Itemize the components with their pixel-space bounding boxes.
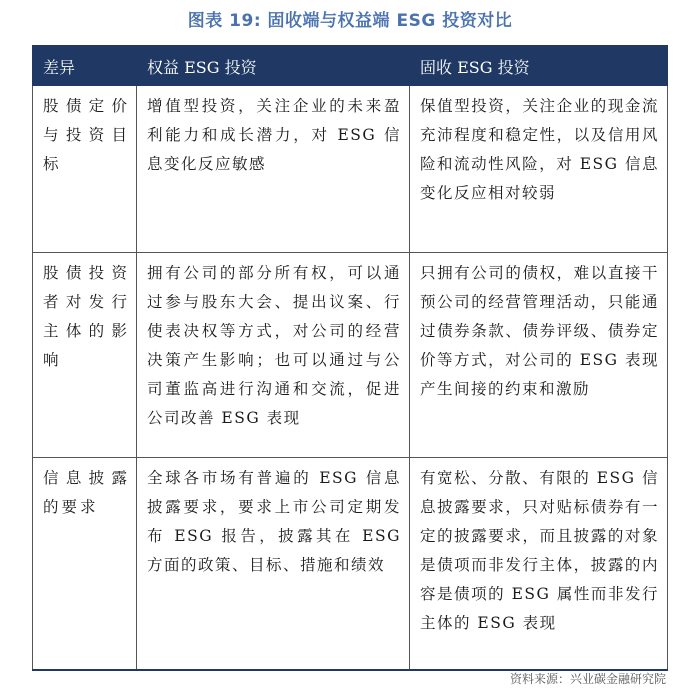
cell-equity-influence: 拥有公司的部分所有权，可以通过参与股东大会、提出议案、行使表决权等方式，对公司的经营决策产生影响；也可以通过与公司董监高进行沟通和交流，促进公司改善 ESG 表现: [137, 253, 410, 458]
cell-equity-pricing: 增值型投资，关注企业的未来盈利能力和成长潜力，对 ESG 信息变化反应敏感: [137, 86, 410, 253]
source-note: 资料来源：兴业碳金融研究院: [509, 672, 666, 686]
row-label-investor-influence: 股债投资者对发行主体的影响: [33, 253, 137, 458]
table-row: [33, 86, 668, 253]
row-label-pricing-objective: 股债定价与投资目标: [33, 86, 137, 253]
cell-fixed-income-pricing: 保值型投资，关注企业的现金流充沛程度和稳定性，以及信用风险和流动性风险，对 ESG 信息变化反应相对较弱: [410, 86, 668, 253]
comparison-table: [32, 45, 668, 671]
cell-fixed-income-influence: 只拥有公司的债权，难以直接干预公司的经营管理活动，只能通过债券条款、债券评级、债券定价等方式，对公司的 ESG 表现产生间接的约束和激励: [410, 253, 668, 458]
header-fixed-income-esg: 固收 ESG 投资: [410, 46, 668, 86]
row-label-disclosure: 信息披露的要求: [33, 458, 137, 671]
header-difference: 差异: [33, 46, 137, 86]
cell-equity-disclosure: 全球各市场有普遍的 ESG 信息披露要求，要求上市公司定期发布 ESG 报告，披露其在 ESG 方面的政策、目标、措施和绩效: [137, 458, 410, 671]
header-equity-esg: 权益 ESG 投资: [137, 46, 410, 86]
table-header-row: [33, 46, 668, 86]
cell-fixed-income-disclosure: 有宽松、分散、有限的 ESG 信息披露要求，只对贴标债券有一定的披露要求，而且披露的对象是债项而非发行主体，披露的内容是债项的 ESG 属性而非发行主体的 ESG 表现: [410, 458, 668, 671]
table-row: [33, 458, 668, 671]
table-row: [33, 253, 668, 458]
figure-title: 图表 19: 固收端与权益端 ESG 投资对比: [187, 11, 513, 31]
